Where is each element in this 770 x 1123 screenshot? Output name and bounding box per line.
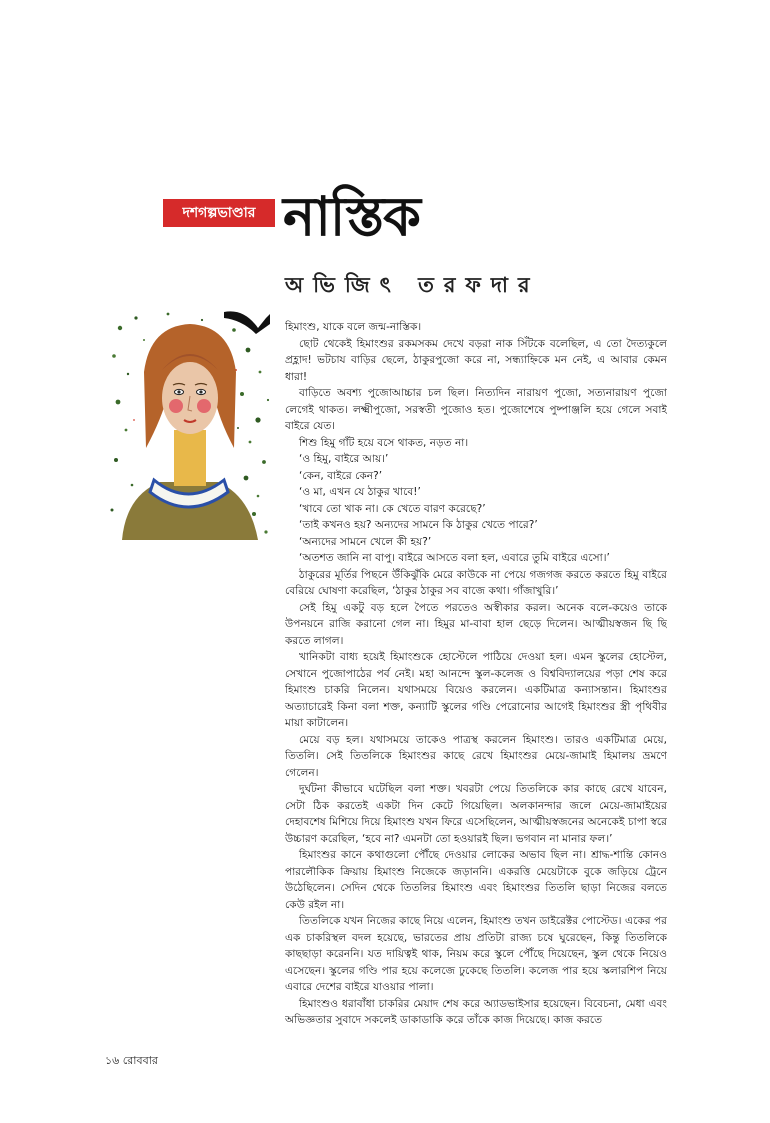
- dialogue-line: ‘অতশত জানি না বাপু। বাইরে আসতে বলা হল, এবারে তুমি বাইরে এসো।’: [299, 552, 610, 564]
- dialogue-line: ‘ও হিমু, বাইরে আয়।’: [299, 453, 389, 465]
- dialogue-line: ‘খাবে তো খাক না। কে খেতে বারণ করেছে?’: [299, 502, 486, 515]
- author-name: অভিজিৎ তরফদার: [285, 273, 540, 297]
- article-paragraph: ঠাকুরের মূর্তির পিছনে উঁকিঝুঁকি মেরে কাউকে না পেয়ে গজগজ করতে করতে হিমু বাইরে বেরিয়ে ঘোষণা করেছিল, ‘ঠাকুর ঠাকুর সব বাজে কথা। গাঁজাখুরি।’: [285, 568, 667, 597]
- article-paragraph: মেয়ে বড় হল। যথাসময়ে তাকেও পাত্রস্থ করলেন হিমাংশু। তারও একটিমাত্র মেয়ে, তিতলি। সেই তিতলিকে হিমাংশুর কাছে রেখে হিমাংশুর মেয়ে-জামাই হিমালয় ভ্রমণে গেলেন।: [285, 733, 667, 779]
- article-paragraph: হিমাংশু, যাকে বলে জন্ম-নাস্তিক।: [285, 321, 422, 333]
- article-paragraph: শিশু হিমু গাঁট হয়ে বসে থাকত, নড়ত না।: [299, 436, 469, 449]
- dialogue-line: ‘তাই কখনও হয়? অন্যদের সামনে কি ঠাকুর খেতে পারে?’: [299, 519, 538, 531]
- article-paragraph: খানিকটা বাধ্য হয়েই হিমাংশুকে হোস্টেলে পাঠিয়ে দেওয়া হল। এমন স্কুলের হোস্টেল, সেখানে পুজোপাঠের পর্ব নেই। মহা আনন্দে স্কুল-কলেজ ও বিশ্ববিদ্যালয়ের পড়া শেষ করে হিমাংশু চাকরি নিলেন। যথাসময়ে বিয়েও করলেন। একটিমাত্র কন্যাসন্তান। হিমাংশুর অত্যাচারেই কিনা বলা শক্ত, কন্যাটি স্কুলের গণ্ডি পেরোনোর আগেই হিমাংশুর স্ত্রী পৃথিবীর মায়া কাটালেন।: [285, 651, 667, 729]
- dialogue-line: ‘অন্যদের সামনে খেলে কী হয়?’: [299, 535, 432, 548]
- illustration-girl-portrait: [108, 310, 270, 540]
- article-body: [285, 319, 667, 1047]
- article-paragraph: দুর্ঘটনা কীভাবে ঘটেছিল বলা শক্ত। খবরটা পেয়ে তিতলিকে কার কাছে রেখে যাবেন, সেটা ঠিক করতেই একটা দিন কেটে গিয়েছিল। অলকানন্দার জলে মেয়ে-জামাইয়ের দেহাবশেষ মিশিয়ে দিয়ে হিমাংশু যখন ফিরে এসেছিলেন, আত্মীয়স্বজনের অনেকেই চাপা স্বরে উচ্চারণ করেছিল, ‘হবে না? এমনটা তো হওয়ারই ছিল। ভগবান না মানার ফল।’: [285, 783, 667, 845]
- dialogue-line: ‘ও মা, এখন যে ঠাকুর খাবে!’: [299, 486, 421, 498]
- story-title: নাস্তিক: [283, 185, 420, 248]
- page-folio: ১৬ রোববার: [105, 1054, 158, 1067]
- section-tag: দশগল্পভাণ্ডার: [163, 199, 275, 227]
- article-paragraph: বাড়িতে অবশ্য পুজোআচ্চার চল ছিল। নিত্যদিন নারায়ণ পুজো, সত্যনারায়ণ পুজো লেগেই থাকত। লক্ষ্মীপুজো, সরস্বতী পুজোও হত। পুজোশেষে পুষ্পাঞ্জলি হয়ে গেলে সবাই বাইরে যেত।: [285, 387, 667, 432]
- girl-figure: [122, 311, 270, 540]
- article-paragraph: ছোট থেকেই হিমাংশুর রকমসকম দেখে বড়রা নাক সিঁটকে বলেছিল, এ তো দৈত্যকুলে প্রহ্লাদ! ভটচায বাড়ির ছেলে, ঠাকুরপুজো করে না, সন্ধ্যাহ্নিকে মন নেই, এ আবার কেমন ধারা!: [285, 337, 667, 383]
- article-paragraph: তিতলিকে যখন নিজের কাছে নিয়ে এলেন, হিমাংশু তখন ডাইরেক্টর পোস্টেড। একের পর এক চাকরিস্থল বদল হয়েছে, ভারতের প্রায় প্রতিটা রাজ্য চষে ঘুরেছেন, কিন্তু তিতলিকে কাছছাড়া করেননি। যত দায়িত্বই থাক, নিয়ম করে স্কুলে পৌঁছে দিয়েছেন, স্কুল থেকে নিয়েও এসেছেন। স্কুলের গণ্ডি পার হয়ে কলেজে ঢুকেছে তিতলি। কলেজ পার হয়ে স্কলারশিপ নিয়ে এবারে দেশের বাইরে যাওয়ার পালা।: [285, 915, 667, 993]
- article-paragraph: হিমাংশুও ধরাবাঁধা চাকরির মেয়াদ শেষ করে অ্যাডভাইসার হয়েছেন। বিবেচনা, মেধা এবং অভিজ্ঞতার সুবাদে সকলেই ডাকাডাকি করে তাঁকে কাজ দিয়েছে। কাজ করতে: [285, 997, 667, 1026]
- article-paragraph: হিমাংশুর কানে কথাগুলো পৌঁছে দেওয়ার লোকের অভাব ছিল না। শ্রাদ্ধ-শান্তি কোনও পারলৌকিক ক্রিয়ায় হিমাংশু নিজেকে জড়াননি। একরত্তি মেয়েটাকে বুকে জড়িয়ে ট্রেনে উঠেছিলেন। সেদিন থেকে তিতলির হিমাংশু এবং হিমাংশুর তিতলি ছাড়া নিজের বলতে কেউ রইল না।: [285, 849, 667, 911]
- dialogue-line: ‘কেন, বাইরে কেন?’: [299, 469, 383, 482]
- article-paragraph: সেই হিমু একটু বড় হলে পৈতে পরতেও অস্বীকার করল। অনেক বলে-কয়েও তাকে উপনয়নে রাজি করানো গেল না। হিমুর মা-বাবা হাল ছেড়ে দিলেন। আত্মীয়স্বজন ছি ছি করতে লাগল।: [285, 601, 667, 647]
